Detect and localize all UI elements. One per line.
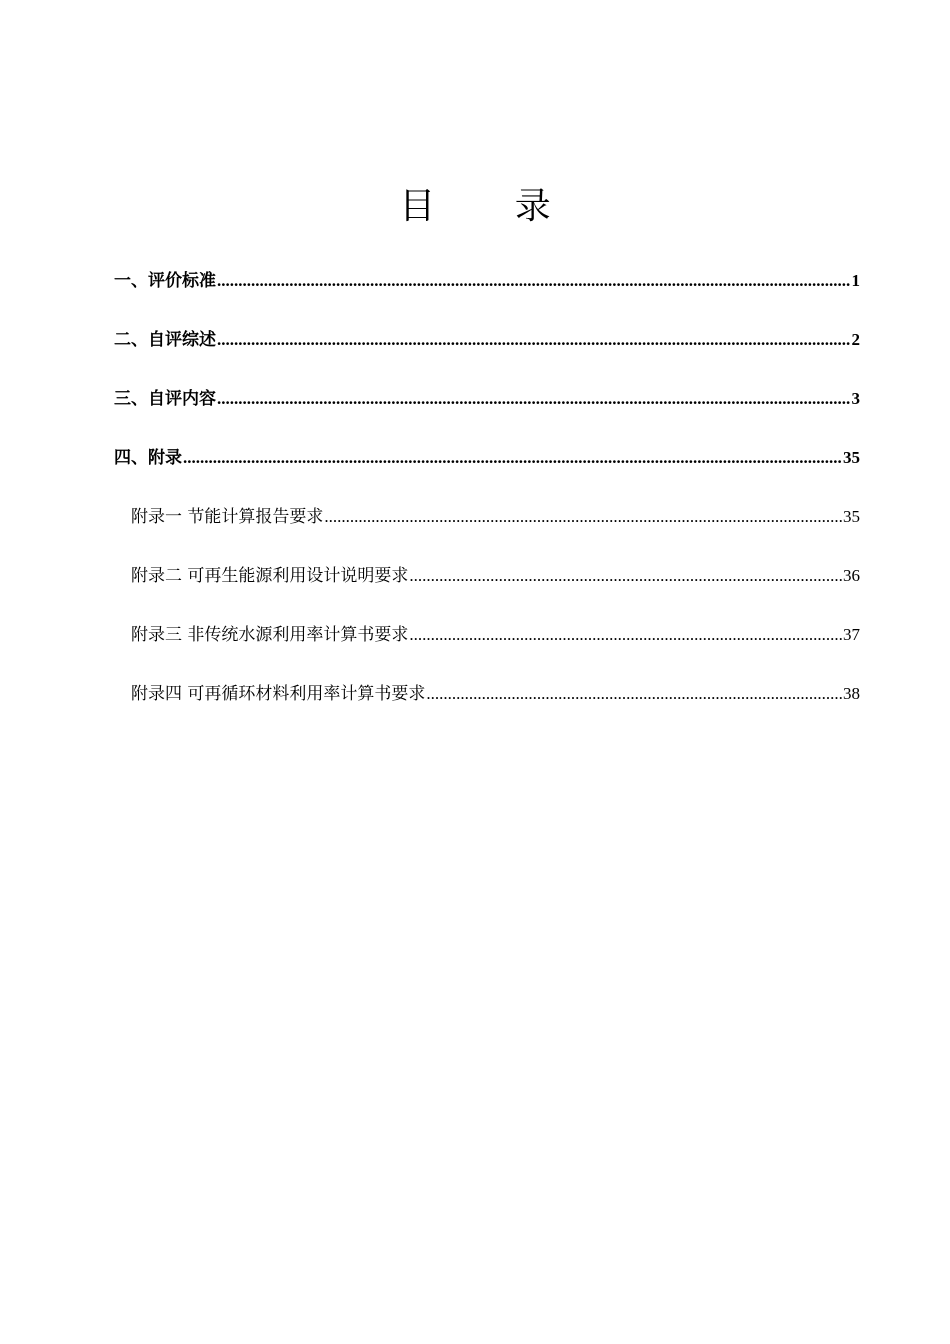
toc-entry-label: 三、自评内容 — [114, 389, 216, 409]
toc-entry-label: 附录三 非传统水源利用率计算书要求 — [131, 625, 409, 645]
toc-entry-appendix-2[interactable] — [114, 558, 860, 617]
toc-dot-leader — [324, 499, 842, 535]
toc-entry-evaluation-standard[interactable] — [114, 263, 860, 322]
toc-page-number: 35 — [843, 507, 860, 526]
toc-entry-appendix[interactable] — [114, 440, 860, 499]
toc-entry-appendix-4[interactable] — [114, 676, 860, 735]
toc-page-number: 35 — [843, 448, 860, 467]
toc-dot-leader — [217, 381, 851, 417]
toc-entry-label: 一、评价标准 — [114, 271, 216, 291]
toc-entry-label: 二、自评综述 — [114, 330, 216, 350]
toc-dot-leader — [426, 676, 842, 712]
table-of-contents — [114, 263, 860, 735]
toc-title: 目 录 — [399, 186, 585, 227]
toc-dot-leader — [217, 322, 851, 358]
toc-dot-leader — [409, 558, 842, 594]
toc-page-number: 1 — [851, 271, 860, 290]
toc-dot-leader — [409, 617, 842, 653]
toc-page-number: 36 — [843, 566, 860, 585]
toc-dot-leader — [217, 263, 851, 299]
toc-entry-label: 附录二 可再生能源利用设计说明要求 — [131, 566, 409, 586]
toc-entry-label: 附录四 可再循环材料利用率计算书要求 — [131, 684, 426, 704]
toc-page-number: 37 — [843, 625, 860, 644]
toc-entry-label: 附录一 节能计算报告要求 — [131, 507, 324, 527]
toc-page-number: 38 — [843, 684, 860, 703]
toc-entry-self-evaluation-summary[interactable] — [114, 322, 860, 381]
toc-entry-label: 四、附录 — [114, 448, 182, 468]
toc-entry-appendix-3[interactable] — [114, 617, 860, 676]
toc-page-number: 2 — [851, 330, 860, 349]
toc-entry-appendix-1[interactable] — [114, 499, 860, 558]
toc-page-number: 3 — [851, 389, 860, 408]
toc-entry-self-evaluation-content[interactable] — [114, 381, 860, 440]
toc-dot-leader — [183, 440, 842, 476]
